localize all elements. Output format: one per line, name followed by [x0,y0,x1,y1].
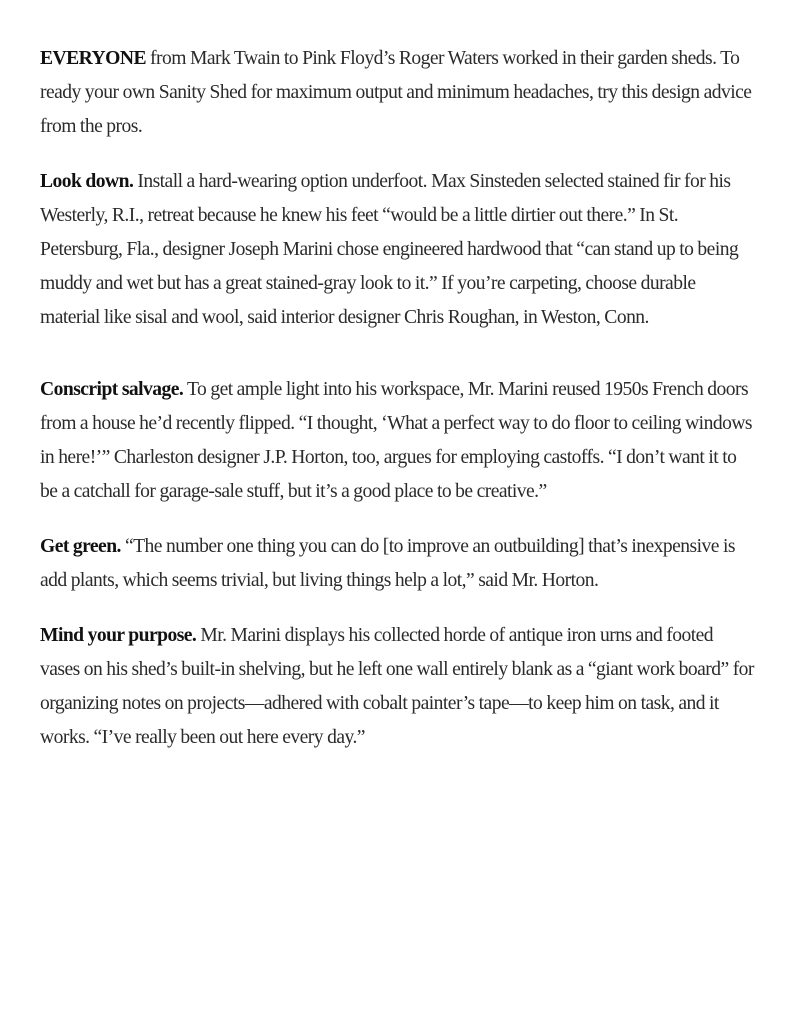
paragraph-text: Install a hard-wearing option underfoot. Max Sinsteden selected stained fir for his Westerly, R.I., retreat because he knew his feet “would be a little dirtier out there.” In St. Petersburg, Fla., designer Joseph Marini chose engineered hardwood that “can stand up to being muddy and wet but has a great stained-gray look to it.” If you’re carpeting, choose durable material like sisal and wool, said interior designer Chris Roughan, in Weston, Conn. [40,171,739,328]
intro-paragraph [40,42,755,144]
paragraph-lead: Conscript salvage. [40,379,184,400]
tip-get-green [40,530,755,598]
paragraph-lead: Get green. [40,536,121,557]
paragraph-lead: Look down. [40,171,134,192]
paragraph-text: To get ample light into his workspace, Mr. Marini reused 1950s French doors from a house he’d recently flipped. “I thought, ‘What a perfect way to do floor to ceiling windows in here!’” Charleston designer J.P. Horton, too, argues for employing castoffs. “I don’t want it to be a catchall for garage-sale stuff, but it’s a good place to be creative.” [40,379,752,502]
tip-mind-your-purpose [40,619,755,755]
paragraph-text: “The number one thing you can do [to improve an outbuilding] that’s inexpensive is add plants, which seems trivial, but living things help a lot,” said Mr. Horton. [40,536,735,591]
tip-look-down [40,165,755,335]
paragraph-text: Mr. Marini displays his collected horde of antique iron urns and footed vases on his shed’s built-in shelving, but he left one wall entirely blank as a “giant work board” for organizing notes on projects—adhered with cobalt painter’s tape—to keep him on task, and it works. “I’ve really been out here every day.” [40,625,754,748]
paragraph-lead: Mind your purpose. [40,625,197,646]
article-body [40,42,755,776]
paragraph-lead: EVERYONE [40,48,146,69]
paragraph-text: from Mark Twain to Pink Floyd’s Roger Waters worked in their garden sheds. To ready your own Sanity Shed for maximum output and minimum headaches, try this design advice from the pros. [40,48,752,137]
tip-conscript-salvage [40,373,755,509]
